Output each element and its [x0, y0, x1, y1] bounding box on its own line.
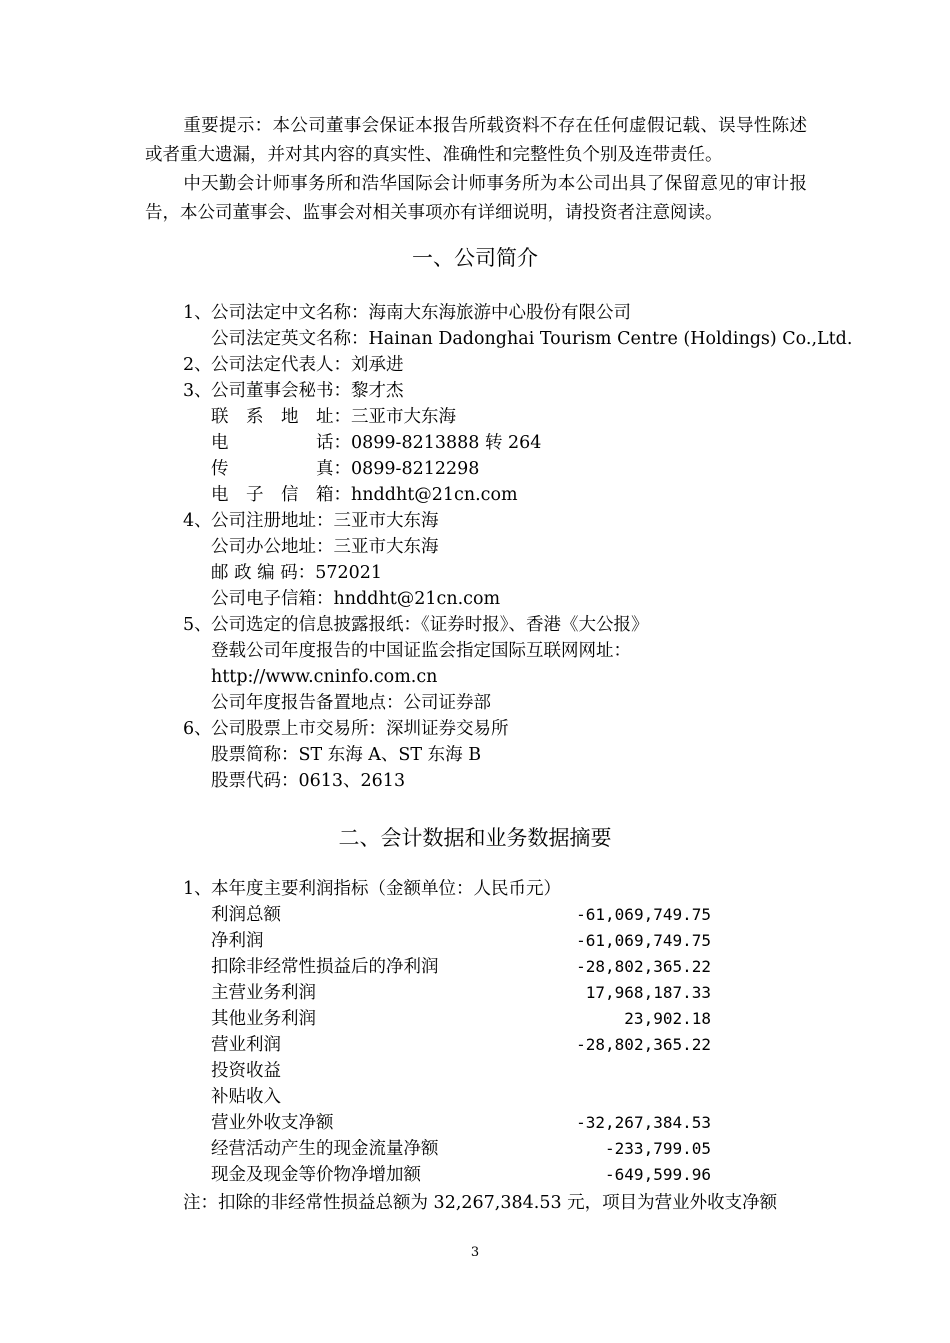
profile-row — [183, 560, 823, 586]
indicator-label: 主营业务利润 — [211, 983, 316, 1003]
indicator-label: 现金及现金等价物净增加额 — [211, 1165, 421, 1185]
profile-text: 股票简称：ST 东海 A、ST 东海 B — [211, 745, 482, 765]
profile-row — [183, 534, 823, 560]
indicator-row — [183, 1006, 823, 1032]
indicator-label: 营业利润 — [211, 1035, 281, 1055]
profile-text: http://www.cninfo.com.cn — [211, 667, 438, 687]
indicator-label: 扣除非经常性损益后的净利润 — [211, 957, 439, 977]
profile-text: 邮 政 编 码：572021 — [211, 563, 382, 583]
indicator-row — [183, 980, 823, 1006]
indicator-label: 利润总额 — [211, 905, 281, 925]
profile-text: 公司法定英文名称：Hainan Dadonghai Tourism Centre (Holdings) Co.,Ltd. — [211, 329, 853, 349]
profile-text: 联 系 地 址：三亚市大东海 — [211, 407, 456, 427]
indicator-value: -61,069,749.75 — [576, 905, 711, 924]
indicator-value: -649,599.96 — [605, 1165, 711, 1184]
indicator-row — [183, 1084, 823, 1110]
profile-row — [183, 352, 823, 378]
indicator-value: 23,902.18 — [624, 1009, 711, 1028]
footnote: 注：扣除的非经常性损益总额为 32,267,384.53 元，项目为营业外收支净额 — [183, 1193, 778, 1213]
profile-row — [183, 768, 823, 794]
profile-text: 电 子 信 箱：hnddht@21cn.com — [211, 485, 518, 505]
profile-row — [183, 508, 823, 534]
profile-row — [183, 404, 823, 430]
profit-indicators-subtitle — [183, 876, 823, 902]
indicator-value: -61,069,749.75 — [576, 931, 711, 950]
indicator-label: 补贴收入 — [211, 1087, 281, 1107]
section-title-company-profile: 一、公司简介 — [412, 246, 538, 270]
indicator-value: 17,968,187.33 — [585, 983, 711, 1002]
profile-row — [183, 430, 823, 456]
profile-text: 公司注册地址：三亚市大东海 — [211, 511, 439, 531]
item-number: 6、 — [183, 719, 212, 739]
profile-text: 电 话：0899-8213888 转 264 — [211, 433, 542, 453]
item-number: 5、 — [183, 615, 212, 635]
indicator-label: 其他业务利润 — [211, 1009, 316, 1029]
profile-text: 公司股票上市交易所：深圳证券交易所 — [211, 719, 509, 739]
important-notice-text: 重要提示：本公司董事会保证本报告所载资料不存在任何虚假记载、误导性陈述或者重大遗漏，并对其内容的真实性、准确性和完整性负个别及连带责任。 — [145, 116, 807, 165]
item-number: 3、 — [183, 381, 212, 401]
company-profile-list — [183, 300, 853, 794]
profile-row — [183, 456, 823, 482]
indicator-row — [183, 1110, 823, 1136]
indicator-label: 净利润 — [211, 931, 264, 951]
indicator-label: 投资收益 — [211, 1061, 281, 1081]
profile-row — [183, 482, 823, 508]
profile-row — [183, 612, 823, 638]
audit-notice-text: 中天勤会计师事务所和浩华国际会计师事务所为本公司出具了保留意见的审计报告，本公司董事会、监事会对相关事项亦有详细说明，请投资者注意阅读。 — [145, 174, 807, 223]
section-title-financial-summary: 二、会计数据和业务数据摘要 — [338, 826, 612, 850]
indicator-row — [183, 954, 823, 980]
indicator-row — [183, 1058, 823, 1084]
profile-row — [183, 638, 823, 664]
item-number: 4、 — [183, 511, 212, 531]
indicator-label: 经营活动产生的现金流量净额 — [211, 1139, 439, 1159]
profile-text: 公司法定中文名称：海南大东海旅游中心股份有限公司 — [211, 303, 631, 323]
page-number: 3 — [470, 1245, 480, 1260]
item-number: 1、 — [183, 303, 212, 323]
indicator-value: -233,799.05 — [605, 1139, 711, 1158]
profile-text: 公司董事会秘书：黎才杰 — [211, 381, 404, 401]
profile-row — [183, 300, 823, 326]
important-notice — [145, 112, 807, 170]
indicator-row — [183, 1162, 823, 1188]
indicator-row — [183, 928, 823, 954]
profile-text: 公司法定代表人：刘承进 — [211, 355, 404, 375]
profile-text: 公司年度报告备置地点：公司证券部 — [211, 693, 491, 713]
profile-row — [183, 690, 823, 716]
profile-row — [183, 378, 823, 404]
profile-row — [183, 326, 853, 352]
indicator-value: -28,802,365.22 — [576, 1035, 711, 1054]
profile-text: 传 真：0899-8212298 — [211, 459, 480, 479]
audit-notice — [145, 170, 807, 228]
subtitle-text: 本年度主要利润指标（金额单位：人民币元） — [211, 879, 561, 899]
indicator-row — [183, 1136, 823, 1162]
profile-text: 公司办公地址：三亚市大东海 — [211, 537, 439, 557]
profile-text: 公司选定的信息披露报纸：《证券时报》、香港《大公报》 — [211, 615, 649, 635]
indicator-row — [183, 1032, 823, 1058]
profile-row — [183, 586, 823, 612]
indicator-value: -28,802,365.22 — [576, 957, 711, 976]
item-number: 1、 — [183, 879, 212, 899]
indicator-value: -32,267,384.53 — [576, 1113, 711, 1132]
indicator-label: 营业外收支净额 — [211, 1113, 334, 1133]
profile-text: 公司电子信箱：hnddht@21cn.com — [211, 589, 501, 609]
profile-row — [183, 716, 823, 742]
profile-row — [183, 664, 823, 690]
indicator-row — [183, 902, 823, 928]
profile-text: 登载公司年度报告的中国证监会指定国际互联网网址： — [211, 641, 631, 661]
profile-text: 股票代码：0613、2613 — [211, 771, 406, 791]
profit-indicators-table — [183, 876, 823, 1188]
profile-row — [183, 742, 823, 768]
item-number: 2、 — [183, 355, 212, 375]
